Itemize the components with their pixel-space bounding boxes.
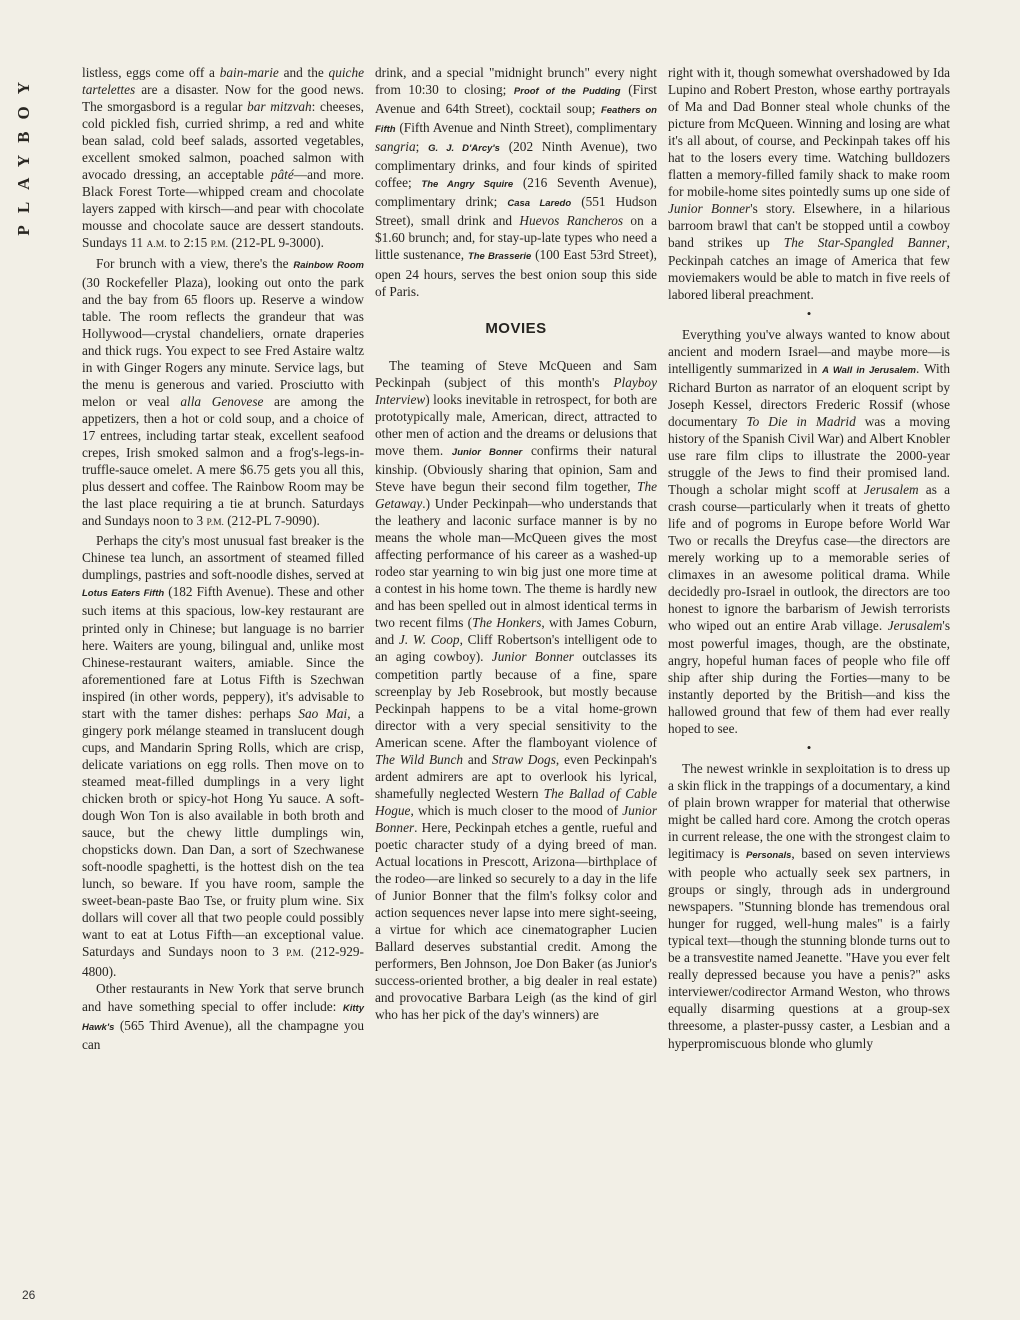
- page-number: 26: [22, 1288, 36, 1302]
- column-2: [375, 64, 657, 1023]
- italic-title: alla Genovese: [180, 393, 264, 409]
- italic-title: J. W. Coop: [398, 632, 460, 648]
- featured-name: The Brasserie: [467, 251, 532, 263]
- featured-name: Kitty Hawk's: [82, 1002, 364, 1033]
- featured-name: A Wall in Jerusalem: [822, 364, 917, 376]
- italic-title: bain-marie: [219, 65, 279, 80]
- featured-name: The Angry Squire: [421, 179, 514, 191]
- italic-title: The Star-Spangled Banner: [783, 235, 947, 251]
- featured-name: Proof of the Pudding: [513, 86, 621, 98]
- italic-title: sangria: [375, 139, 416, 155]
- italic-title: Junior Bonner: [491, 649, 574, 665]
- italic-title: Huevos Rancheros: [519, 213, 624, 229]
- separator-dot: •: [806, 305, 812, 321]
- paragraph: drink, and a special "midnight brunch" every night from 10:30 to closing; Proof of the Pudding (First Avenue and 64th Street), cocktail soup; Feathers on Fifth (Fifth Avenue and Ninth Street), complimentary sangria; G. J. D'Arcy's (202 Ninth Avenue), two complimentary drinks, and four kinds of spirited coffee; The Angry Squire (216 Seventh Avenue), complimentary drink; Casa Laredo (551 Hudson Street), small drink and Huevos Rancheros on a $1.60 brunch; and, for stay-up-late types who need a little sustenance, The Brasserie (100 East 53rd Street), open 24 hours, serves the best onion soup this side of Paris.: [375, 65, 658, 299]
- paragraph: right with it, though somewhat overshadowed by Ida Lupino and Robert Preston, whose earthy portrayals of Ma and Dad Bonner steal whole chunks of the picture from McQueen. Winning and losing are what it's all about, of course, and Peckinpah takes off his hat to the losers every time. Watching bulldozers flatten a memory-filled family shack to make room for mobile-home sites pointedly sums up one side of Junior Bonner's story. Elsewhere, in a hilarious barroom brawl that can't be stopped until a cowboy band strikes up The Star-Spangled Banner, Peckinpah catches an image of America that few moviemakers would be able to match in five reels of labored liberal preachment.: [668, 65, 950, 302]
- time-abbrev: P.M.: [210, 240, 228, 251]
- paragraph: Everything you've always wanted to know about ancient and modern Israel—and maybe more—is intelligently summarized in A Wall in Jerusalem. With Richard Burton as narrator of an eloquent script by Joseph Kessel, directors Frederic Rossif (whose documentary To Die in Madrid was a moving history of the Spanish Civil War) and Albert Knobler use rare film clips to illustrate the 2000-year struggle of the Jews to find their promised land. Though a scholar might scoff at Jerusalem as a crash course—particularly when it treats of ghetto life and of pogroms in Europe before World War Two or recalls the Dreyfus case—the directors are merely working up to a memorable series of climaxes in an awesome political drama. While decidedly pro-Israel in outlook, the directors are too honest to ignore the barbarism of Jewish terrorists who wiped out an entire Arab village. Jerusalem's most powerful images, though, are the obstinate, angry, hopeful human faces of people who file off ship after ship during the Forties—many to be instantly deported by the British—and kiss the hallowed ground that few of them had ever really hoped to see.: [668, 326, 951, 736]
- featured-name: Casa Laredo: [507, 198, 572, 210]
- featured-name: Personals: [746, 850, 792, 862]
- italic-title: bar mitzvah: [247, 99, 312, 115]
- italic-title: Playboy Interview: [375, 374, 657, 407]
- featured-name: Junior Bonner: [451, 446, 523, 458]
- paragraph: Other restaurants in New York that serve brunch and have something special to offer include: Kitty Hawk's (565 Third Avenue), all the champagne you can: [82, 981, 364, 1052]
- italic-title: The Ballad of Cable Hogue: [375, 785, 657, 818]
- italic-title: Jerusalem: [863, 482, 919, 498]
- masthead-text: PLAYBOY: [14, 70, 33, 236]
- paragraph: For brunch with a view, there's the Rainbow Room (30 Rockefeller Plaza), looking out onto the park and the bay from 65 floors up. Reserve a window table. The room reflects the grandeur that was Hollywood—crystal chandeliers, ornate draperies and thick rugs. You expect to see Fred Astaire waltz in with Ginger Rogers any minute. Service lags, but the menu is generous and varied. Prosciutto with melon or veal alla Genovese are among the appetizers, then a hot or cold soup, and a choice of 17 entrees, including tartar steak, excellent seafood crepes, Irish smoked salmon and a frog's-legs-in-truffle-sauce omelet. A mere $6.75 gets you all this, plus dessert and coffee. The Rainbow Room may be the last place requiring a tie at brunch. Saturdays and Sundays noon to 3 P.M. (212-PL 7-9090).: [82, 255, 365, 529]
- column-1: [82, 64, 364, 1053]
- paragraph: listless, eggs come off a bain-marie and the quiche tartelettes are a disaster. Now for the good news. The smorgasbord is a regular bar mitzvah: cheeses, cold pickled fish, curried shrimp, a red and white bean salad, cold beef salads, assorted vegetables, excellent smoked salmon, poached salmon with avocado dressing, an acceptable pâté—and more. Black Forest Torte—whipped cream and chocolate layers zapped with kirsch—and pear with chocolate mousse and chocolate sauce are dessert standouts. Sundays 11 A.M. to 2:15 P.M. (212-PL 9-3000).: [82, 65, 364, 251]
- italic-title: Jerusalem: [887, 618, 943, 634]
- paragraph: The newest wrinkle in sexploitation is to dress up a skin flick in the trappings of a documentary, a kind of plain brown wrapper for material that otherwise might be called hard core. Among the crotch operas in current release, the one with the strongest claim to legitimacy is Personals, based on seven interviews with people who actually seek sex partners, in groups or singly, through ads in underground newspapers. "Stunning blonde has tremendous oral hunger for rugged, well-hung males" is a fairly typical text—though the stunning blonde turns out to be a transvestite named Jeanette. "Have you ever felt really depressed because you have a penis?" asks interviewer/codirector Armand Weston, who throws equally disarming questions at a group-sex threesome, a plaster-pussy caster, a Lesbian and a hyperpromiscuous blonde who glumly: [668, 760, 950, 1051]
- time-abbrev: P.M.: [206, 518, 224, 529]
- masthead: [14, 70, 60, 330]
- italic-title: The Getaway: [375, 478, 657, 512]
- italic-title: The Wild Bunch: [375, 751, 464, 767]
- separator-dot: •: [806, 739, 812, 755]
- italic-title: The Honkers: [472, 615, 542, 631]
- italic-title: pâté: [270, 167, 294, 183]
- italic-title: Junior Bonner: [375, 802, 657, 835]
- time-abbrev: A.M.: [146, 240, 167, 251]
- featured-name: G. J. D'Arcy's: [428, 143, 500, 155]
- featured-name: Lotus Eaters Fifth: [82, 588, 165, 600]
- section-heading: MOVIES: [485, 319, 547, 337]
- featured-name: Feathers on Fifth: [375, 105, 657, 136]
- italic-title: To Die in Madrid: [746, 413, 856, 429]
- italic-title: Junior Bonner: [668, 201, 751, 217]
- paragraph: The teaming of Steve McQueen and Sam Peckinpah (subject of this month's Playboy Interview) looks inevitable in retrospect, for both are prototypically male, American, direct, attracted to other men of action and the dreams or delusions that move them. Junior Bonner confirms their natural kinship. (Obviously sharing that opinion, Sam and Steve have begun their second film together, The Getaway.) Under Peckinpah—who understands that the leathery and laconic surface manner is by no means the whole man—McQueen gives the most affecting performance of his career as a washed-up rodeo star yearning to win big just one more time at a contest in his home town. The theme is hardly new and has been spelled out in almost identical terms in two recent films (The Honkers, with James Coburn, and J. W. Coop, Cliff Robertson's intelligent ode to an aging cowboy). Junior Bonner outclasses its competition partly because of a fine, spare screenplay by Jeb Rosebrook, but mostly because Peckinpah happens to be a vital home-grown director with a very special sensitivity to the American scene. After the flamboyant violence of The Wild Bunch and Straw Dogs, even Peckinpah's ardent admirers are apt to overlook his lyrical, shamefully neglected Western The Ballad of Cable Hogue, which is much closer to the mood of Junior Bonner. Here, Peckinpah etches a gentle, rueful and poetic character study of a dying breed of man. Actual locations in Prescott, Arizona—birthplace of the rodeo—are linked so securely to a day in the life of Junior Bonner that the film's folksy color and action sequences never lapse into mere sight-seeing, a virtue for which ace cinematographer Lucien Ballard deserves substantial credit. Among the performers, Ben Johnson, Joe Don Baker (as Junior's success-oriented brother, a big dealer in real estate) and provocative Barbara Leigh (as the kind of girl who has her pick of the day's winners) are: [375, 357, 658, 1023]
- featured-name: Rainbow Room: [293, 259, 365, 271]
- column-3: [668, 64, 950, 1052]
- paragraph: Perhaps the city's most unusual fast breaker is the Chinese tea lunch, an assortment of steamed filled dumplings, pastries and soft-noodle dishes, served at Lotus Eaters Fifth (182 Fifth Avenue). These and other such items at this spacious, low-key restaurant are printed only in Chinese; but language is no barrier here. Waiters are young, bilingual and, unlike most Chinese-restaurant waiters, amiable. Since the aforementioned fare at Lotus Fifth is Szechwan inspired (in other words, peppery), it's advisable to start with the tamer dishes: perhaps Sao Mai, a gingery pork mélange steamed in translucent dough cups, and Mandarin Spring Rolls, which are crisp, delicate variations on egg rolls. Then move on to steamed meat-filled dumplings in a very light chicken broth or spicy-hot Hong Yu sauce. A soft-dough Won Ton is also available in both broth and sauce, but the chewy little dumplings win, chopsticks down. Dan Dan, a sort of Szechwanese soft-noodle spaghetti, is the hottest dish on the tea lunch, so beware. If you have room, sample the sweet-bean-paste Bao Tse, or fruity plum wine. Six dollars will cover all that two people could possibly want to eat at Lotus Fifth—an exceptional value. Saturdays and Sundays noon to 3 P.M. (212-929-4800).: [82, 533, 364, 980]
- italic-title: Sao Mai: [298, 705, 348, 721]
- time-abbrev: P.M.: [286, 949, 304, 960]
- italic-title: Straw Dogs: [491, 751, 556, 767]
- italic-title: quiche tartelettes: [82, 65, 364, 98]
